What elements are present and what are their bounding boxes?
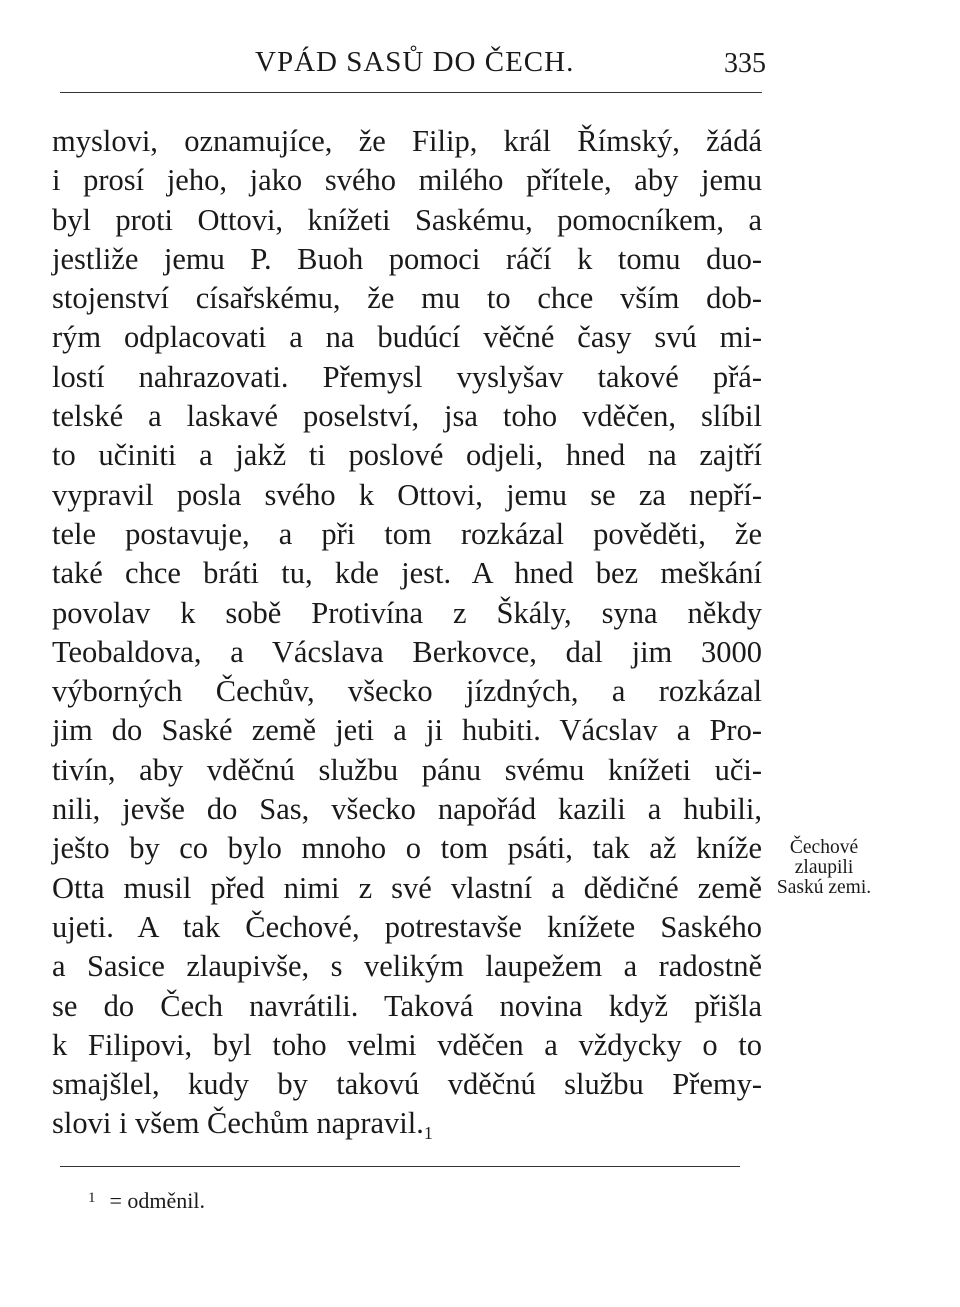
marginal-note-line: Čechové [789, 837, 859, 858]
footnote-reference: 1 [423, 1123, 433, 1144]
text-line: ujeti. A tak Čechové, potrestavše knížete Saského [52, 909, 762, 944]
text-line: i prosí jeho, jako svého milého přítele, aby jemu [52, 163, 762, 198]
text-line: vypravil posla svého k Ottovi, jemu se za nepří- [52, 477, 762, 512]
text-line: tele postavuje, a při tom rozkázal pověděti, že [52, 516, 762, 551]
text-line: Teobaldova, a Vácslava Berkovce, dal jim 3000 [52, 634, 762, 669]
text-line: to učiniti a jakž ti poslové odjeli, hned na zajtří [52, 438, 762, 473]
footnote-text: = odměnil. [109, 1188, 206, 1213]
text-line: rým odplacovati a na budúcí věčné časy svú mi- [52, 320, 762, 355]
header-rule [60, 92, 762, 93]
text-line: stojenství císařskému, že mu to chce vším dob- [52, 281, 762, 316]
footnote-rule [60, 1166, 740, 1167]
text-line-last [52, 1104, 762, 1143]
text-line: byl proti Ottovi, knížeti Saskému, pomocníkem, a [52, 202, 762, 237]
text-line: telské a laskavé poselství, jsa toho vděčen, slíbil [52, 399, 762, 434]
text-line: Otta musil před nimi z své vlastní a dědičné země [52, 870, 762, 905]
text-line: myslovi, oznamujíce, že Filip, král Římský, žádá [52, 124, 762, 158]
text-line: také chce bráti tu, kde jest. A hned bez meškání [52, 556, 762, 591]
text-line: jim do Saské země jeti a ji hubiti. Vácslav a Pro- [52, 713, 762, 748]
footnote-number: 1 [88, 1190, 96, 1206]
body-text [52, 122, 762, 1144]
text-line: výborných Čechův, všecko jízdných, a rozkázal [52, 674, 762, 709]
text-line: ješto by co bylo mnoho o tom psáti, tak až kníže [52, 831, 762, 866]
text-line: a Sasice zlaupivše, s velikým laupežem a radostně [52, 949, 762, 984]
text-line: k Filipovi, byl toho velmi vděčen a vždycky o to [52, 1027, 762, 1062]
text-line: jestliže jemu P. Buoh pomoci ráčí k tomu duo- [52, 241, 762, 276]
page-number: 335 [724, 48, 766, 79]
text-line: se do Čech navrátili. Taková novina když přišla [52, 988, 762, 1023]
footnote [88, 1188, 205, 1214]
text-line: nili, jevše do Sas, všecko napořád kazili a hubili, [52, 792, 762, 827]
text-line: povolav k sobě Protivína z Škály, syna někdy [52, 595, 762, 630]
text-line-last-content: slovi i všem Čechům napravil. [52, 1106, 424, 1141]
marginal-note-line: zlaupili [794, 857, 854, 878]
text-line: lostí nahrazovati. Přemysl vyslyšav takové přá- [52, 359, 762, 394]
text-line: smajšlel, kudy by takovú vděčnú službu Přemy- [52, 1067, 762, 1102]
marginal-note-line: Saskú zemi. [776, 877, 872, 898]
marginal-note [744, 838, 904, 898]
text-line: tivín, aby vděčnú službu pánu svému knížeti uči- [52, 752, 762, 787]
running-head [60, 46, 770, 86]
running-title: VPÁD SASŮ DO ČECH. [255, 46, 575, 78]
